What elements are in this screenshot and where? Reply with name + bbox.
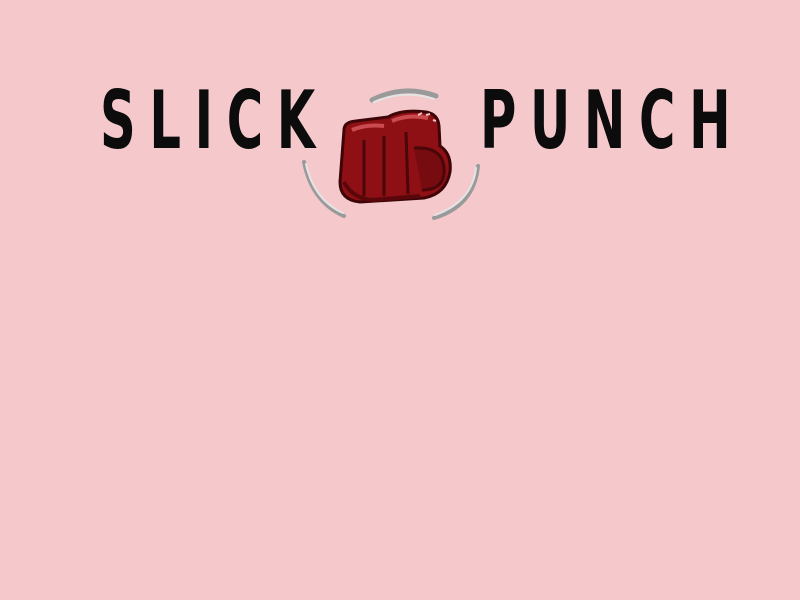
title-word-slick: SLICK [100,74,329,167]
title-word-punch: PUNCH [480,74,745,167]
fist-shape [340,111,450,202]
fist-icon [296,84,486,224]
fist-logo [296,84,486,224]
